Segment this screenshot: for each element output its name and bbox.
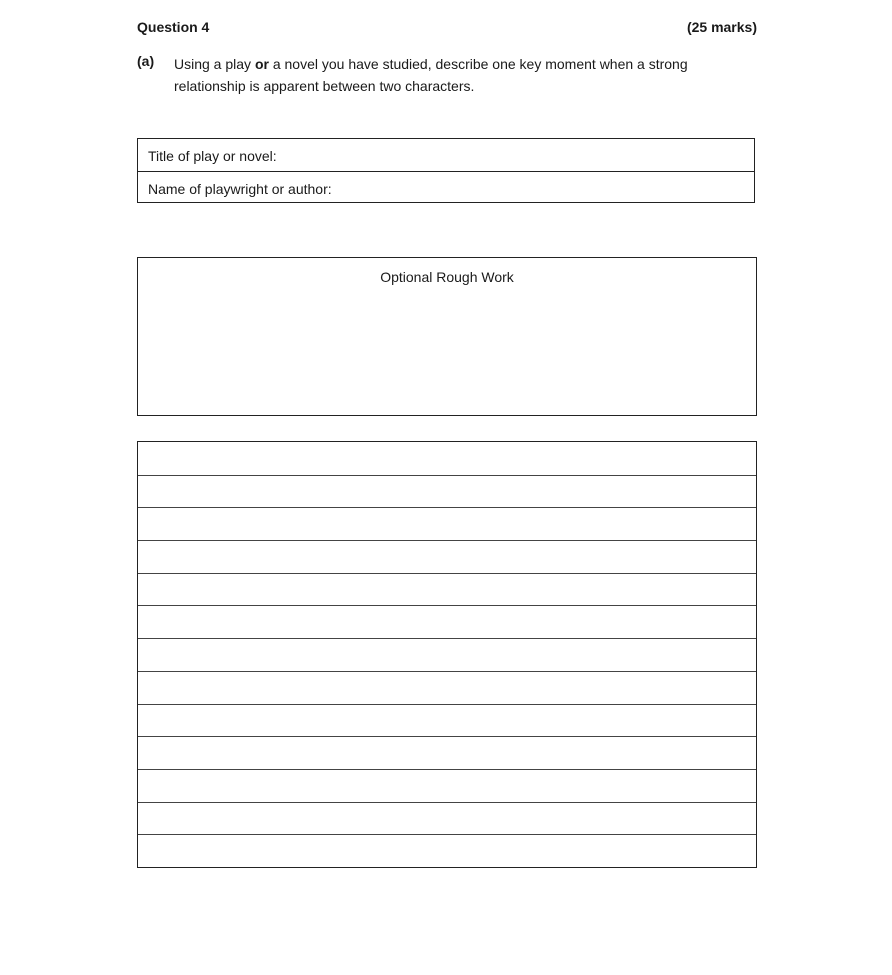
answer-line[interactable] <box>138 671 756 704</box>
answer-line[interactable] <box>138 802 756 835</box>
prompt-text-end: a novel you have studied, describe one key moment when a strong relationship is apparent between two characters. <box>174 56 688 94</box>
answer-line[interactable] <box>138 769 756 802</box>
question-title: Question 4 <box>137 19 210 35</box>
author-field[interactable] <box>138 171 754 203</box>
answer-line[interactable] <box>138 540 756 573</box>
info-box <box>137 138 755 203</box>
answer-line[interactable] <box>138 638 756 671</box>
question-marks: (25 marks) <box>686 19 757 35</box>
answer-box <box>137 441 757 868</box>
answer-line[interactable] <box>138 507 756 540</box>
answer-line[interactable] <box>138 475 756 508</box>
part-a-prompt <box>174 53 714 97</box>
answer-line[interactable] <box>138 573 756 606</box>
rough-work-label: Optional Rough Work <box>380 269 514 285</box>
answer-line[interactable] <box>138 704 756 737</box>
title-field[interactable] <box>138 139 754 171</box>
part-a-label: (a) <box>137 53 155 69</box>
author-field-label: Name of playwright or author: <box>148 181 332 197</box>
answer-line[interactable] <box>138 834 756 867</box>
title-field-label: Title of play or novel: <box>148 148 277 164</box>
prompt-text-emphasis: or <box>254 56 269 72</box>
answer-line[interactable] <box>138 442 756 475</box>
answer-line[interactable] <box>138 605 756 638</box>
prompt-text-start: Using a play <box>174 56 255 72</box>
rough-work-box[interactable] <box>137 257 757 416</box>
answer-line[interactable] <box>138 736 756 769</box>
